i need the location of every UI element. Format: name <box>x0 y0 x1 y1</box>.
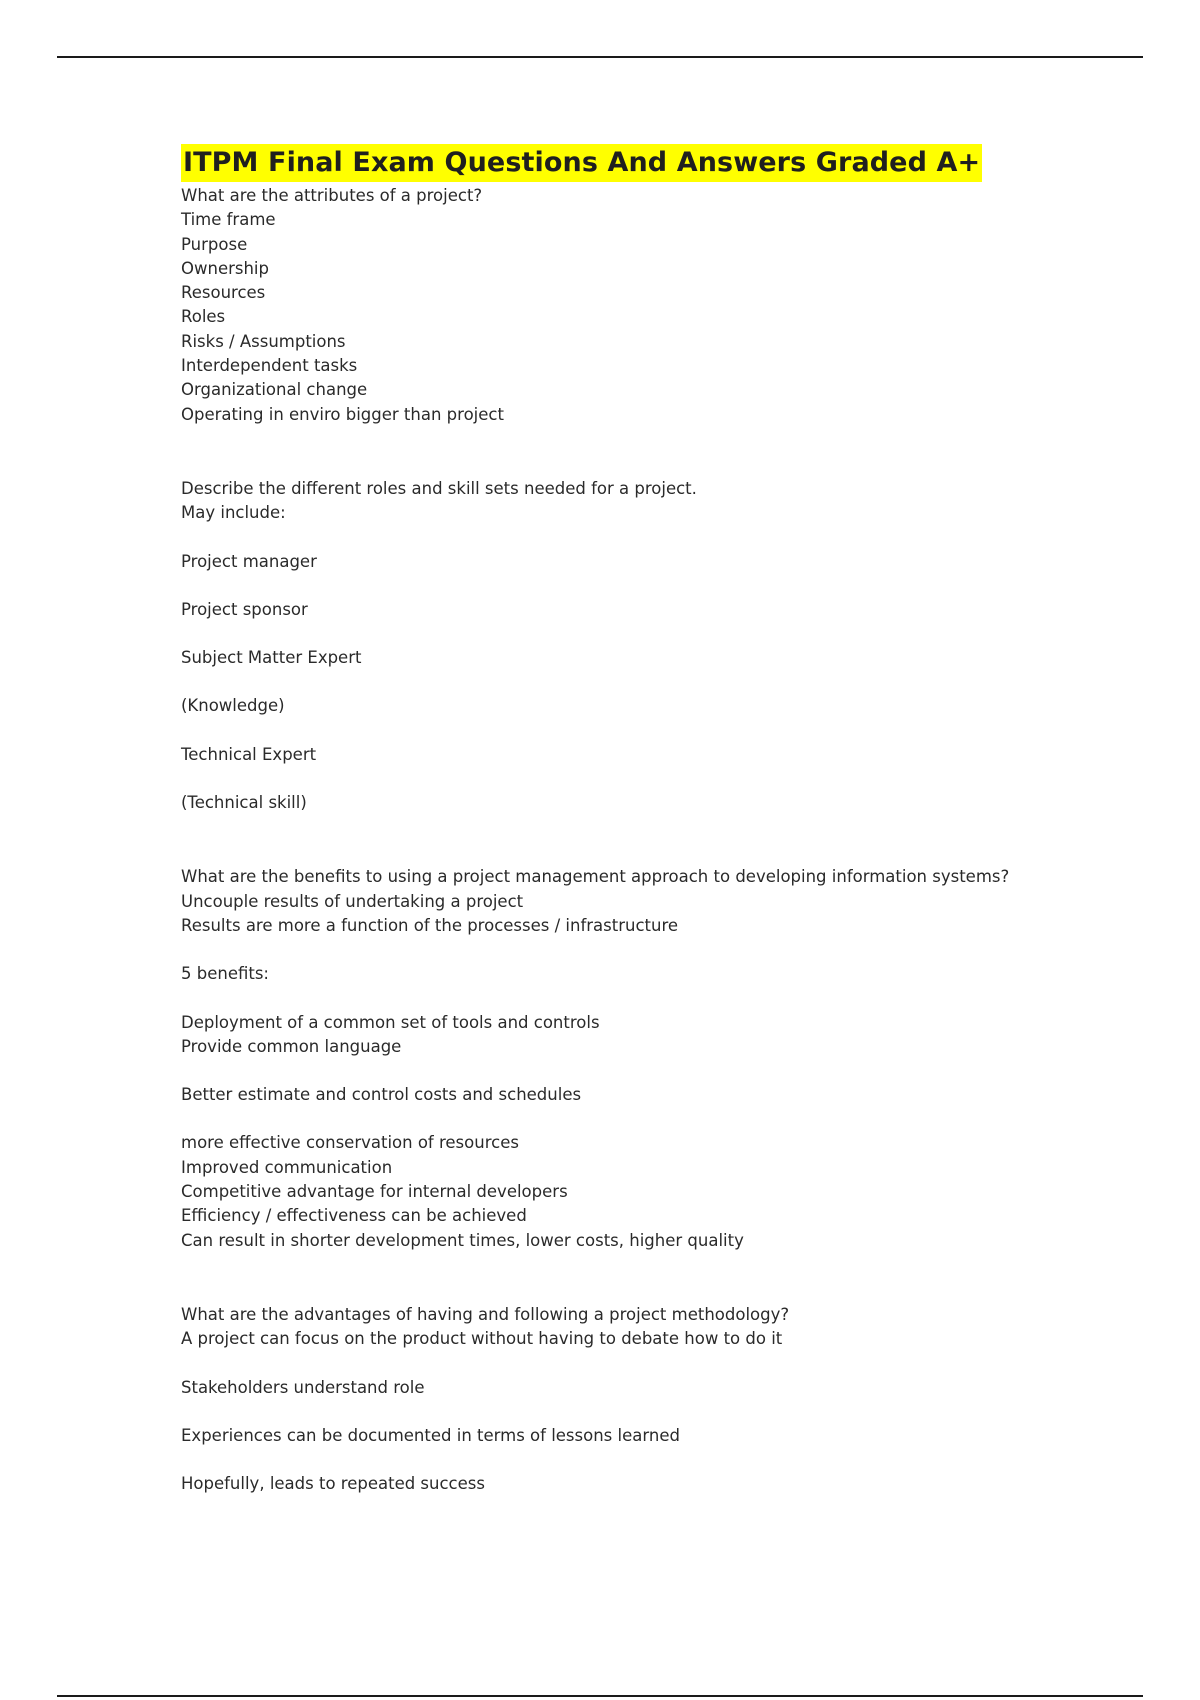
answer-line: Experiences can be documented in terms of lessons learned <box>181 1425 680 1445</box>
answer-line: Improved communication <box>181 1157 393 1177</box>
answer-line: Interdependent tasks <box>181 356 358 376</box>
answer-line: Competitive advantage for internal developers <box>181 1182 568 1202</box>
answer-line: 5 benefits: <box>181 964 269 984</box>
document-title: ITPM Final Exam Questions And Answers Graded A+ <box>181 144 982 182</box>
document-body <box>181 144 1141 1496</box>
question-text: Describe the different roles and skill sets needed for a project. <box>181 478 697 498</box>
answer-line: Results are more a function of the processes / infrastructure <box>181 915 679 935</box>
question-text: What are the advantages of having and following a project methodology? <box>181 1304 790 1324</box>
question-text: What are the attributes of a project? <box>181 186 483 205</box>
title-row <box>181 144 1141 184</box>
answer-line: Time frame <box>181 210 276 230</box>
answer-line: Organizational change <box>181 380 368 400</box>
footer-rule <box>57 1695 1143 1697</box>
answer-line: Stakeholders understand role <box>181 1377 425 1397</box>
answer-line: more effective conservation of resources <box>181 1133 519 1153</box>
answer-line: Ownership <box>181 258 269 278</box>
qa-section-methodology <box>181 1303 1141 1496</box>
qa-section-roles <box>181 477 1141 815</box>
answer-line: Hopefully, leads to repeated success <box>181 1474 485 1494</box>
qa-section-benefits <box>181 865 1141 1253</box>
answer-line: Risks / Assumptions <box>181 331 346 351</box>
answer-line: Project manager <box>181 551 317 571</box>
header-rule <box>57 56 1143 58</box>
answer-line: A project can focus on the product without having to debate how to do it <box>181 1329 783 1349</box>
answer-line: Technical Expert <box>181 744 317 764</box>
answer-line: Subject Matter Expert <box>181 648 362 668</box>
answer-line: Roles <box>181 307 226 327</box>
answer-line: (Knowledge) <box>181 696 285 716</box>
qa-section-attributes <box>181 184 1141 427</box>
answer-line: Can result in shorter development times, lower costs, higher quality <box>181 1230 744 1250</box>
answer-line: Resources <box>181 283 266 303</box>
answer-line: (Technical skill) <box>181 793 307 813</box>
answer-line: Efficiency / effectiveness can be achieved <box>181 1206 527 1226</box>
answer-line: Purpose <box>181 234 248 254</box>
answer-line: Uncouple results of undertaking a project <box>181 891 524 911</box>
answer-line: Better estimate and control costs and schedules <box>181 1085 582 1105</box>
question-text: What are the benefits to using a project management approach to developing information systems? <box>181 867 1010 887</box>
answer-line: Operating in enviro bigger than project <box>181 404 504 424</box>
answer-line: Provide common language <box>181 1036 402 1056</box>
answer-line: Deployment of a common set of tools and controls <box>181 1012 600 1032</box>
answer-line: Project sponsor <box>181 599 308 619</box>
answer-line: May include: <box>181 503 286 523</box>
